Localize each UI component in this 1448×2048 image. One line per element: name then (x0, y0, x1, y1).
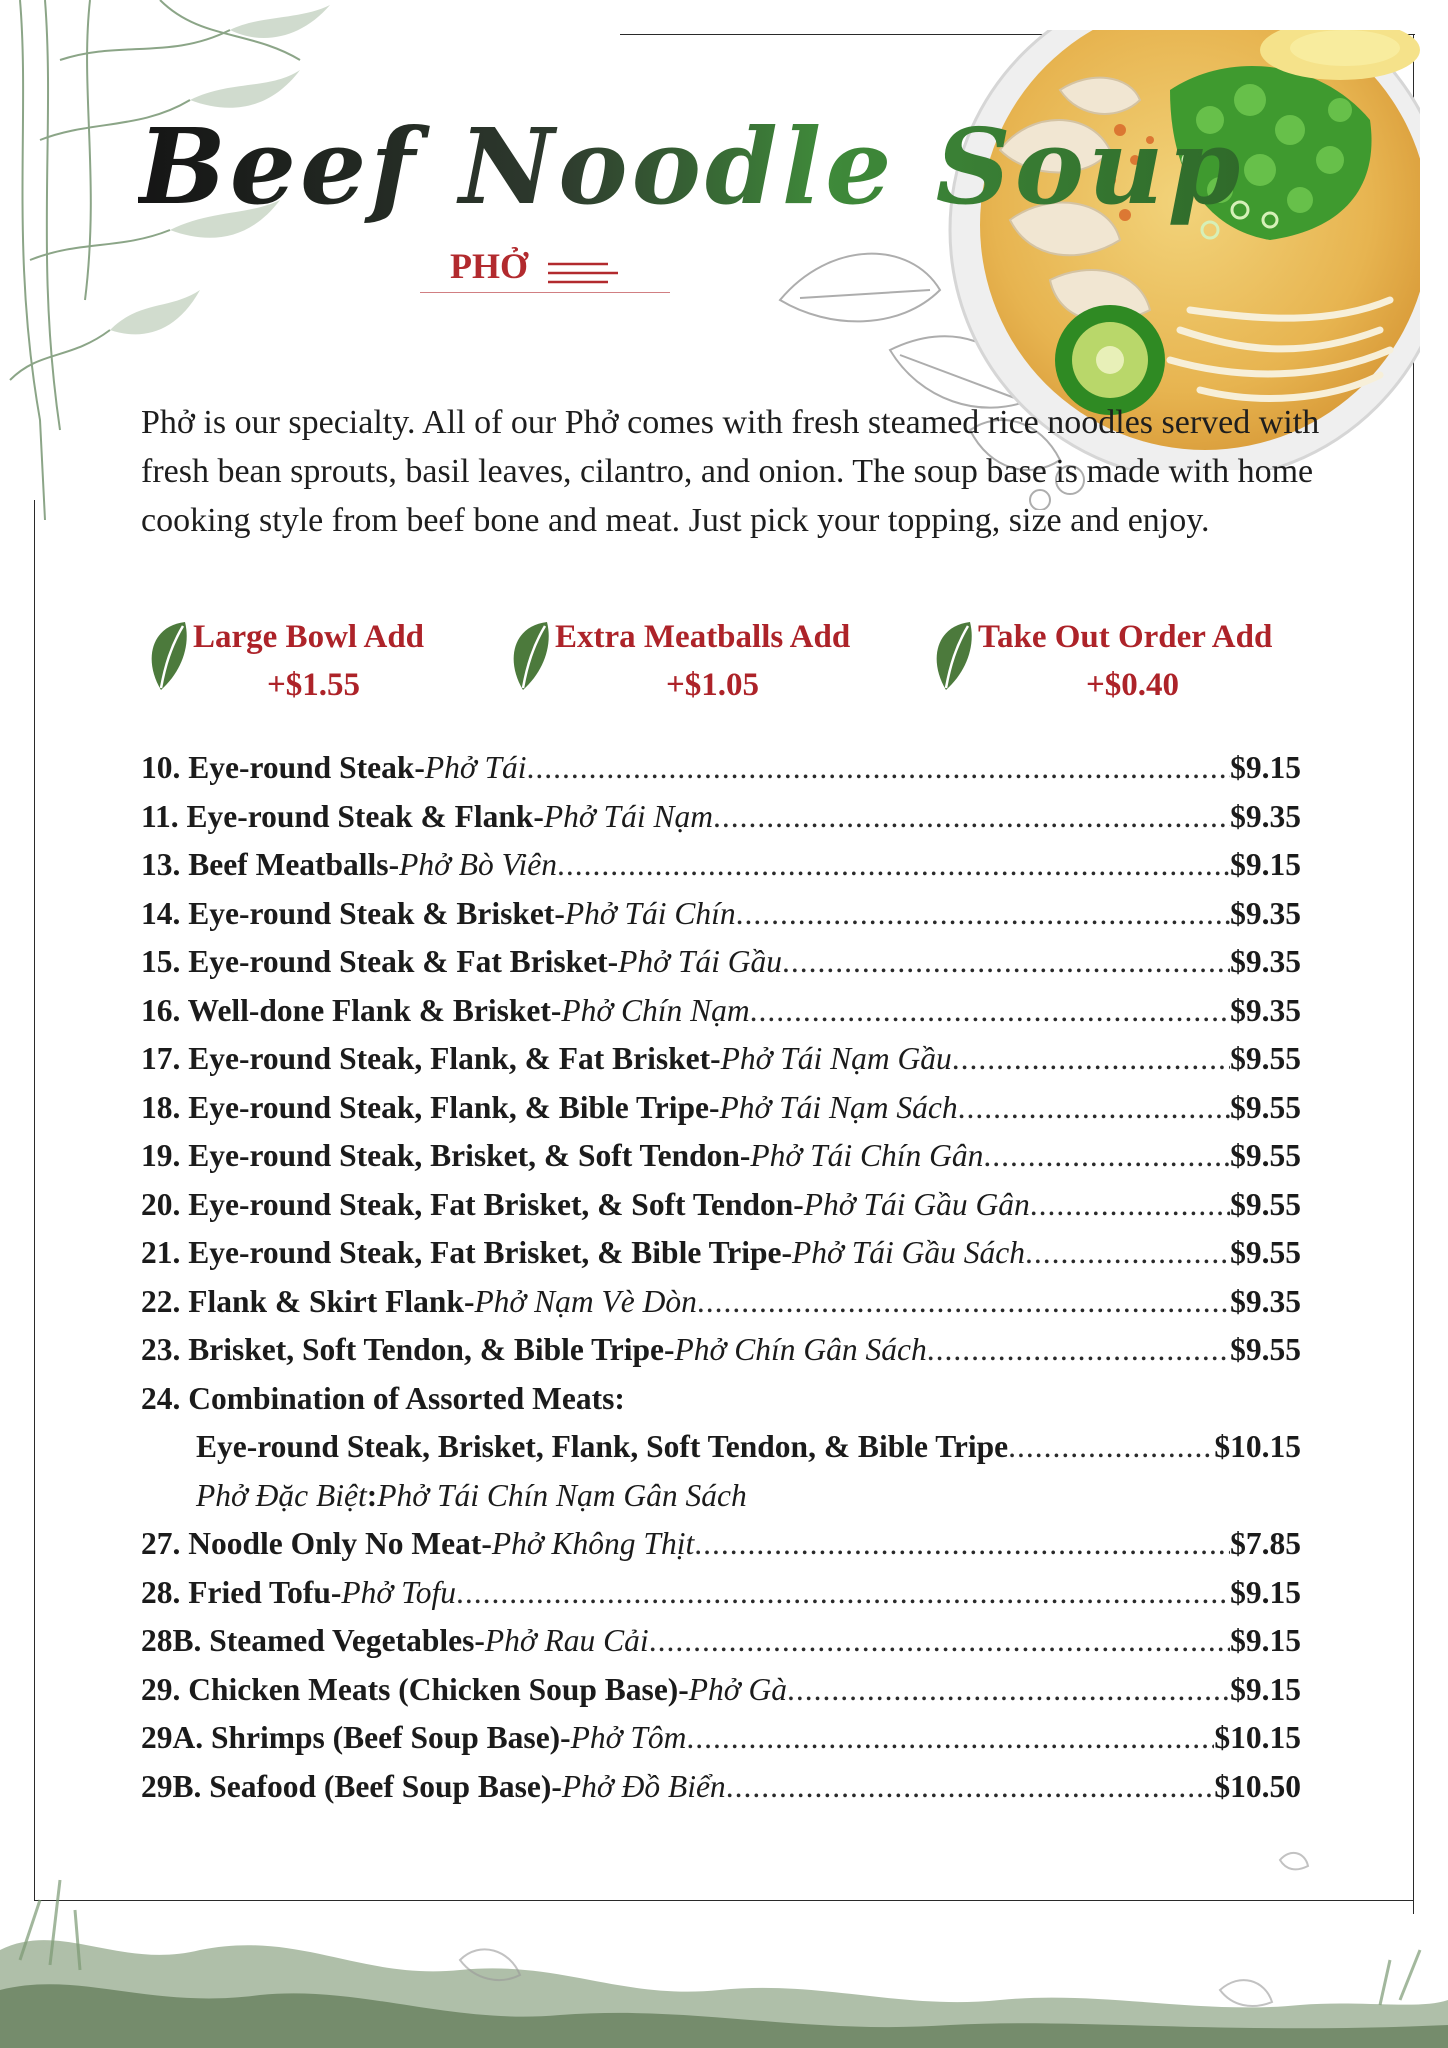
item-separator: - (560, 1720, 571, 1755)
item-vietnamese-name: Phở Bò Viên (399, 847, 558, 882)
decorative-lines-icon (548, 258, 668, 288)
item-vietnamese-name: Phở Chín Nạm (561, 992, 750, 1028)
item-vietnamese-name: Phở Tái (424, 750, 527, 785)
item-name: 29B. Seafood (Beef Soup Base) (141, 1768, 552, 1804)
menu-item (141, 1714, 1301, 1763)
item-vietnamese-name: Phở Tofu (341, 1574, 456, 1610)
combo-vietnamese-name: Phở Tái Chín Nạm Gân Sách (377, 1477, 747, 1513)
addon-extra-meatballs (503, 615, 883, 725)
frame-left-border (34, 500, 35, 1900)
dot-leader (952, 1035, 1230, 1084)
item-price: $9.15 (1230, 1574, 1301, 1610)
item-price: $9.15 (1230, 1671, 1301, 1707)
addon-large-bowl (141, 615, 461, 725)
watercolor-grass-illustration (0, 1840, 1448, 2048)
item-name: 18. Eye-round Steak, Flank, & Bible Tripe (141, 1089, 709, 1125)
dot-leader (1008, 1423, 1214, 1472)
item-vietnamese-name: Phở Nạm Vè Dòn (474, 1283, 697, 1319)
item-vietnamese-name: Phở Gà (688, 1671, 787, 1707)
menu-item (141, 793, 1301, 842)
item-name: 28B. Steamed Vegetables (141, 1623, 475, 1658)
item-price: $9.35 (1230, 798, 1301, 834)
item-vietnamese-name: Phở Tôm (570, 1720, 687, 1755)
item-separator: - (474, 1623, 485, 1658)
item-name: 20. Eye-round Steak, Fat Brisket, & Soft Tendon (141, 1186, 794, 1222)
item-vietnamese-name: Phở Đồ Biển (561, 1768, 726, 1804)
dot-leader (713, 793, 1230, 842)
menu-item (141, 938, 1301, 987)
menu-item (141, 1181, 1301, 1230)
item-name: 29A. Shrimps (Beef Soup Base) (141, 1720, 561, 1755)
item-name: 13. Beef Meatballs (141, 847, 389, 882)
menu-item (141, 1763, 1301, 1812)
item-separator: - (533, 798, 544, 834)
dot-leader (782, 938, 1230, 987)
leaf-icon (141, 620, 189, 692)
item-name: 22. Flank & Skirt Flank (141, 1283, 464, 1319)
item-vietnamese-name: Phở Tái Nạm (543, 798, 713, 834)
item-vietnamese-name: Phở Tái Gầu Sách (792, 1235, 1025, 1270)
item-price: $9.35 (1230, 944, 1301, 979)
addon-price: +$0.40 (1086, 667, 1180, 703)
dot-leader (649, 1617, 1230, 1666)
menu-item (141, 890, 1301, 939)
item-name: 14. Eye-round Steak & Brisket (141, 895, 555, 931)
item-name: 21. Eye-round Steak, Fat Brisket, & Bible Tripe (141, 1235, 782, 1270)
item-name: 15. Eye-round Steak & Fat Brisket (141, 944, 608, 979)
menu-item (141, 1569, 1301, 1618)
item-separator: - (388, 847, 400, 882)
item-name: 27. Noodle Only No Meat (141, 1526, 482, 1561)
item-separator: - (708, 1089, 720, 1125)
dot-leader (694, 1520, 1230, 1569)
item-name: 23. Brisket, Soft Tendon, & Bible Tripe (141, 1332, 665, 1367)
item-price: $9.15 (1230, 750, 1301, 785)
item-vietnamese-name: Phở Rau Cải (484, 1623, 649, 1658)
item-name: 16. Well-done Flank & Brisket (141, 992, 551, 1028)
addon-take-out (926, 615, 1326, 725)
intro-paragraph: Phở is our specialty. All of our Phở comes with fresh steamed rice noodles served with fresh bean sprouts, basil leaves, cilantro, and onion. The soup base is made with home cooking style from beef bone and meat. Just pick your topping, size and enjoy. (141, 404, 1320, 539)
dot-leader (557, 841, 1230, 890)
dot-leader (527, 744, 1231, 793)
item-vietnamese-name: Phở Tái Chín (564, 895, 736, 931)
combo-colon: : (366, 1477, 378, 1513)
item-vietnamese-name: Phở Tái Nạm Gầu (720, 1041, 952, 1076)
menu-title (138, 92, 1245, 262)
item-separator: - (607, 944, 619, 979)
item-price: $9.55 (1230, 1041, 1301, 1076)
dot-leader (686, 1714, 1214, 1763)
item-separator: - (481, 1526, 492, 1561)
dot-leader (787, 1666, 1230, 1715)
item-price: $9.55 (1230, 1138, 1301, 1173)
menu-item (141, 1617, 1301, 1666)
combo-vietnamese-label: Phở Đặc Biệt (196, 1477, 367, 1513)
item-vietnamese-name: Phở Không Thịt (491, 1526, 695, 1561)
dot-leader (456, 1569, 1230, 1618)
item-name: 11. Eye-round Steak & Flank (141, 798, 534, 834)
item-separator: - (463, 1283, 475, 1319)
menu-item (141, 1229, 1301, 1278)
dot-leader (1025, 1229, 1230, 1278)
item-price: $9.55 (1230, 1089, 1301, 1125)
addon-label: Large Bowl Add (193, 619, 425, 655)
item-name: 17. Eye-round Steak, Flank, & Fat Brisket (141, 1041, 711, 1076)
item-name: 29. Chicken Meats (Chicken Soup Base) (141, 1671, 679, 1707)
item-separator: - (664, 1332, 675, 1367)
menu-item (141, 987, 1301, 1036)
item-price: $9.35 (1230, 1283, 1301, 1319)
menu-item (141, 1278, 1301, 1327)
item-separator: - (551, 1768, 562, 1804)
combo-title-text: 24. Combination of Assorted Meats: (141, 1380, 625, 1416)
dot-leader (927, 1326, 1230, 1375)
dot-leader (697, 1278, 1230, 1327)
addon-price: +$1.55 (267, 667, 361, 703)
item-price: $10.15 (1214, 1720, 1301, 1755)
dot-leader (750, 987, 1230, 1036)
item-vietnamese-name: Phở Tái Gầu Gân (803, 1186, 1030, 1222)
leaf-icon (926, 620, 974, 692)
menu-item (141, 1035, 1301, 1084)
item-price: $9.15 (1230, 847, 1301, 882)
menu-item (141, 1084, 1301, 1133)
item-price: $10.50 (1214, 1768, 1301, 1804)
combo-detail (141, 1423, 1301, 1472)
title-text: Beef Noodle Soup (138, 92, 1244, 242)
combo-detail-text: Eye-round Steak, Brisket, Flank, Soft Tendon, & Bible Tripe (196, 1429, 1009, 1464)
dot-leader (958, 1084, 1230, 1133)
menu-item (141, 1132, 1301, 1181)
dot-leader (1030, 1181, 1230, 1230)
menu-item (141, 1666, 1301, 1715)
addon-label: Take Out Order Add (978, 619, 1273, 655)
item-price: $9.55 (1230, 1332, 1301, 1367)
item-separator: - (550, 992, 562, 1028)
combo-vietnamese (141, 1472, 1301, 1521)
item-separator: - (330, 1574, 342, 1610)
item-separator: - (678, 1671, 689, 1707)
combo-price: $10.15 (1214, 1429, 1301, 1464)
item-price: $9.55 (1230, 1186, 1301, 1222)
item-name: 19. Eye-round Steak, Brisket, & Soft Tendon (141, 1138, 740, 1173)
item-vietnamese-name: Phở Tái Gầu (618, 944, 782, 979)
addon-label: Extra Meatballs Add (555, 619, 851, 655)
item-price: $9.55 (1230, 1235, 1301, 1270)
leaf-icon (503, 620, 551, 692)
subtitle-rule (420, 292, 670, 293)
item-vietnamese-name: Phở Tái Nạm Sách (719, 1089, 958, 1125)
item-vietnamese-name: Phở Tái Chín Gân (750, 1138, 984, 1173)
dot-leader (736, 890, 1230, 939)
item-price: $9.15 (1230, 1623, 1301, 1658)
dot-leader (726, 1763, 1215, 1812)
addon-price: +$1.05 (666, 667, 760, 703)
item-vietnamese-name: Phở Chín Gân Sách (674, 1332, 927, 1367)
item-separator: - (554, 895, 565, 931)
menu-item (141, 744, 1301, 793)
item-separator: - (710, 1041, 721, 1076)
item-separator: - (781, 1235, 793, 1270)
item-price: $9.35 (1230, 992, 1301, 1028)
item-separator: - (739, 1138, 751, 1173)
menu-list (141, 744, 1301, 1811)
item-name: 28. Fried Tofu (141, 1574, 331, 1610)
subtitle: PHỞ (450, 246, 528, 286)
menu-item (141, 1326, 1301, 1375)
item-price: $7.85 (1230, 1526, 1301, 1561)
item-price: $9.35 (1230, 895, 1301, 931)
combo-title (141, 1375, 1301, 1424)
item-separator: - (793, 1186, 804, 1222)
dot-leader (983, 1132, 1230, 1181)
menu-item (141, 1520, 1301, 1569)
item-name: 10. Eye-round Steak- (141, 750, 425, 785)
menu-item (141, 841, 1301, 890)
